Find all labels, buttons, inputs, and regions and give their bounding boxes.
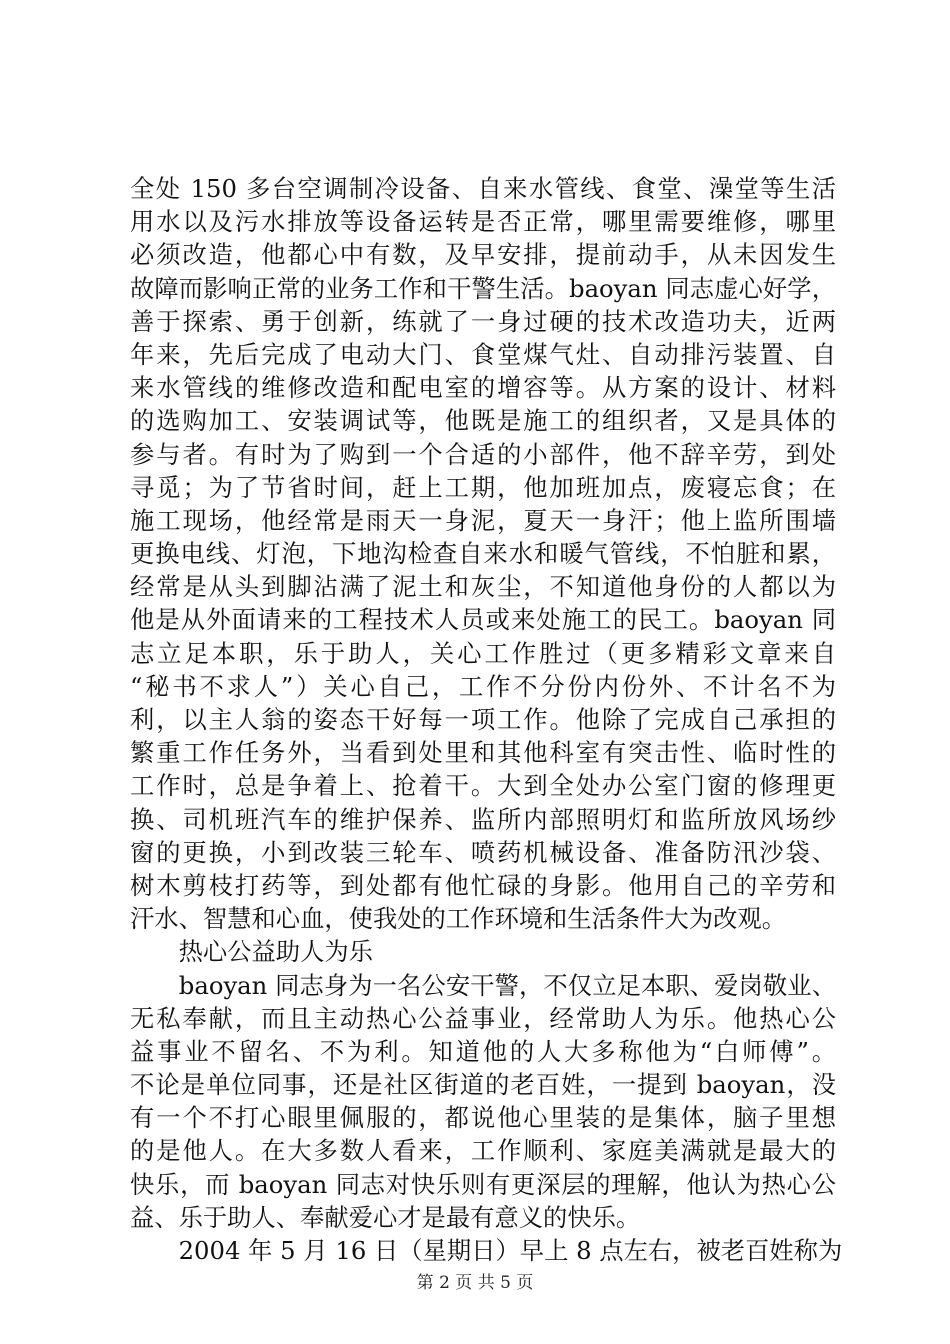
text-line: 故障而影响正常的业务工作和干警生活。baoyan 同志虚心好学， [130, 273, 836, 303]
text-line: 换、司机班汽车的维护保养、监所内部照明灯和监所放风场纱 [130, 804, 836, 834]
text-line: 不论是单位同事，还是社区街道的老百姓，一提到 baoyan，没 [130, 1070, 836, 1100]
text-line: 繁重工作任务外，当看到处里和其他科室有突击性、临时性的 [130, 738, 836, 768]
text-line: 窗的更换，小到改装三轮车、喷药机械设备、准备防汛沙袋、 [130, 837, 836, 867]
text-line: 益事业不留名、不为利。知道他的人大多称他为“白师傅”。 [130, 1036, 836, 1066]
text-line: 树木剪枝打药等，到处都有他忙碌的身影。他用自己的辛劳和 [130, 870, 836, 900]
text-line: 善于探索、勇于创新，练就了一身过硬的技术改造功夫，近两 [130, 306, 836, 336]
text-line: 利，以主人翁的姿态干好每一项工作。他除了完成自己承担的 [130, 705, 836, 734]
text-line: 来水管线的维修改造和配电室的增容等。从方案的设计、材料 [130, 373, 836, 403]
text-line: 必须改造，他都心中有数，及早安排，提前动手，从未因发生 [130, 240, 836, 270]
text-line: 无私奉献，而且主动热心公益事业，经常助人为乐。他热心公 [130, 1003, 836, 1033]
text-line: 益、乐于助人、奉献爱心才是最有意义的快乐。 [130, 1202, 641, 1232]
text-line: 用水以及污水排放等设备运转是否正常，哪里需要维修，哪里 [130, 207, 836, 237]
text-line: 他是从外面请来的工程技术人员或来处施工的民工。baoyan 同 [130, 605, 836, 635]
text-line: 快乐，而 baoyan 同志对快乐则有更深层的理解，他认为热心公 [130, 1169, 836, 1199]
text-line: “秘书不求人”）关心自己，工作不分份内份外、不计名不为 [130, 671, 836, 701]
section-heading: 热心公益助人为乐 [130, 937, 373, 967]
text-line: 汗水、智慧和心血，使我处的工作环境和生活条件大为改观。 [130, 904, 787, 934]
text-line: 工作时，总是争着上、抢着干。大到全处办公室门窗的修理更 [130, 771, 836, 801]
text-line: 的选购加工、安装调试等，他既是施工的组织者，又是具体的 [130, 406, 836, 436]
body-text [130, 172, 843, 1267]
text-line: 志立足本职，乐于助人，关心工作胜过（更多精彩文章来自 [130, 638, 836, 668]
text-line: 经常是从头到脚沾满了泥土和灰尘，不知道他身份的人都以为 [130, 572, 836, 602]
text-line: 年来，先后完成了电动大门、食堂煤气灶、自动排污装置、自 [130, 339, 836, 369]
text-line: 寻觅；为了节省时间，赶上工期，他加班加点，废寝忘食；在 [130, 472, 836, 502]
page-number-footer: 第 2 页 共 5 页 [416, 1273, 534, 1293]
text-line: 参与者。有时为了购到一个合适的小部件，他不辞辛劳，到处 [130, 439, 836, 469]
text-line: 有一个不打心眼里佩服的，都说他心里装的是集体，脑子里想 [130, 1103, 836, 1133]
text-line: 2004 年 5 月 16 日（星期日）早上 8 点左右，被老百姓称为 [130, 1236, 843, 1265]
text-line: baoyan 同志身为一名公安干警，不仅立足本职、爱岗敬业、 [130, 970, 836, 1000]
text-line: 更换电线、灯泡，下地沟检查自来水和暖气管线，不怕脏和累， [130, 539, 836, 569]
text-line: 施工现场，他经常是雨天一身泥，夏天一身汗；他上监所围墙 [130, 505, 836, 535]
text-line: 全处 150 多台空调制冷设备、自来水管线、食堂、澡堂等生活 [130, 174, 836, 203]
text-line: 的是他人。在大多数人看来，工作顺利、家庭美满就是最大的 [130, 1136, 836, 1166]
